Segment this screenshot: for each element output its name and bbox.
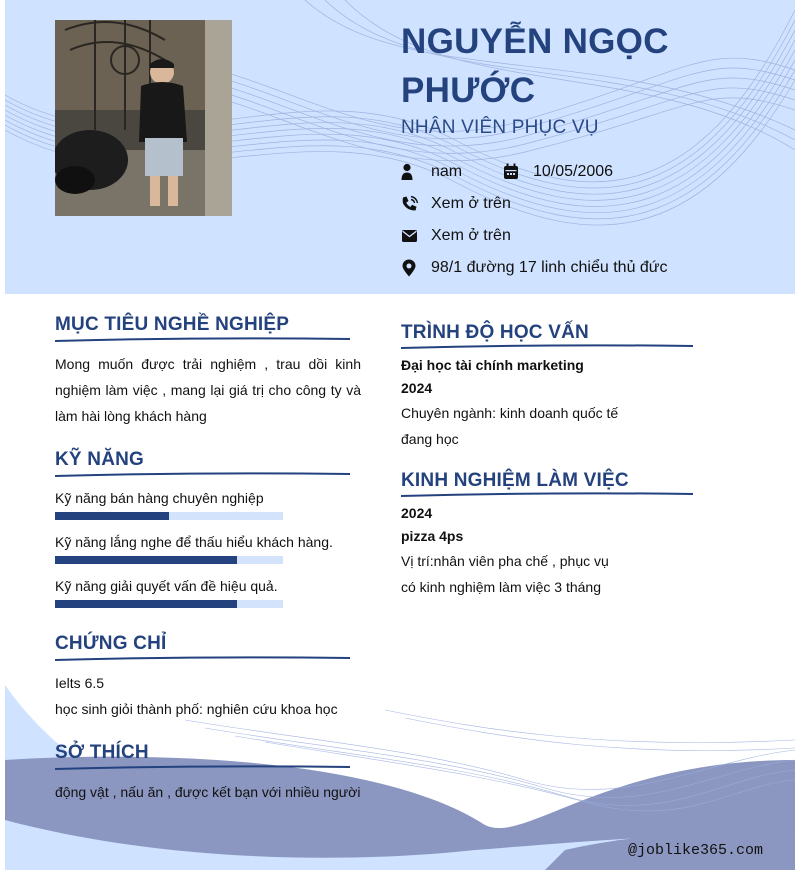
experience-position: Vị trí:nhân viên pha chế , phục vụ: [401, 553, 609, 569]
objective-text: Mong muốn được trải nghiệm , trau dồi kinh nghiệm làm việc , mang lại giá trị cho công ty và làm hài lòng khách hàng: [55, 356, 361, 424]
cv-page: [5, 0, 795, 870]
profile-photo: [55, 20, 232, 216]
objective-title-underline: [55, 336, 355, 344]
phone-value: Xem ở trên: [431, 195, 511, 212]
skill-label-0: Kỹ năng bán hàng chuyên nghiệp: [55, 490, 264, 506]
envelope-icon: [401, 227, 419, 245]
skill-bar-2: [55, 600, 283, 608]
education-title: TRÌNH ĐỘ HỌC VẤN: [401, 322, 589, 343]
map-pin-icon: [401, 259, 419, 277]
skills-title-underline: [55, 471, 355, 479]
experience-company: pizza 4ps: [401, 528, 464, 544]
certificate-item-0: Ielts 6.5: [55, 675, 105, 691]
experience-year: 2024: [401, 505, 433, 521]
email-value: Xem ở trên: [431, 227, 511, 244]
hobbies-text: động vật , nấu ăn , được kết bạn với nhiều người: [55, 784, 361, 800]
hobbies-title: SỞ THÍCH: [55, 742, 149, 763]
experience-description: có kinh nghiệm làm việc 3 tháng: [401, 579, 601, 595]
skill-fill-1: [55, 556, 237, 564]
candidate-job-title: NHÂN VIÊN PHỤC VỤ: [401, 117, 599, 138]
skills-title: KỸ NĂNG: [55, 449, 145, 470]
gender-value: nam: [431, 163, 463, 180]
birthday-row: [503, 163, 613, 181]
watermark-text: @joblike365.com: [628, 842, 764, 859]
email-row: [401, 227, 511, 245]
address-row: [401, 259, 668, 277]
user-icon: [401, 163, 419, 181]
skill-fill-2: [55, 600, 237, 608]
skill-label-1: Kỹ năng lắng nghe để thấu hiểu khách hàng.: [55, 534, 333, 550]
skill-bar-1: [55, 556, 283, 564]
hobbies-title-underline: [55, 764, 355, 772]
phone-row: [401, 195, 511, 213]
address-value: 98/1 đường 17 linh chiểu thủ đức: [431, 259, 668, 276]
education-major: Chuyên ngành: kinh doanh quốc tế: [401, 405, 619, 421]
objective-title: MỤC TIÊU NGHỀ NGHIỆP: [55, 314, 290, 335]
education-school: Đại học tài chính marketing: [401, 357, 584, 373]
skill-fill-0: [55, 512, 169, 520]
gender-row: [401, 163, 462, 181]
certificate-item-1: học sinh giỏi thành phố: nghiên cứu khoa học: [55, 701, 338, 717]
cv-header: [5, 0, 795, 294]
certificates-title-underline: [55, 655, 355, 663]
phone-icon: [401, 195, 419, 213]
education-title-underline: [401, 343, 696, 351]
experience-title-underline: [401, 491, 696, 499]
experience-title: KINH NGHIỆM LÀM VIỆC: [401, 470, 629, 491]
certificates-title: CHỨNG CHỈ: [55, 633, 167, 654]
calendar-icon: [503, 163, 521, 181]
birthday-value: 10/05/2006: [533, 163, 614, 180]
skill-label-2: Kỹ năng giải quyết vấn đề hiệu quả.: [55, 578, 278, 594]
education-status: đang học: [401, 431, 459, 447]
candidate-name: NGUYỄN NGỌC PHƯỚC: [401, 22, 669, 110]
skill-bar-0: [55, 512, 283, 520]
education-year: 2024: [401, 380, 433, 396]
